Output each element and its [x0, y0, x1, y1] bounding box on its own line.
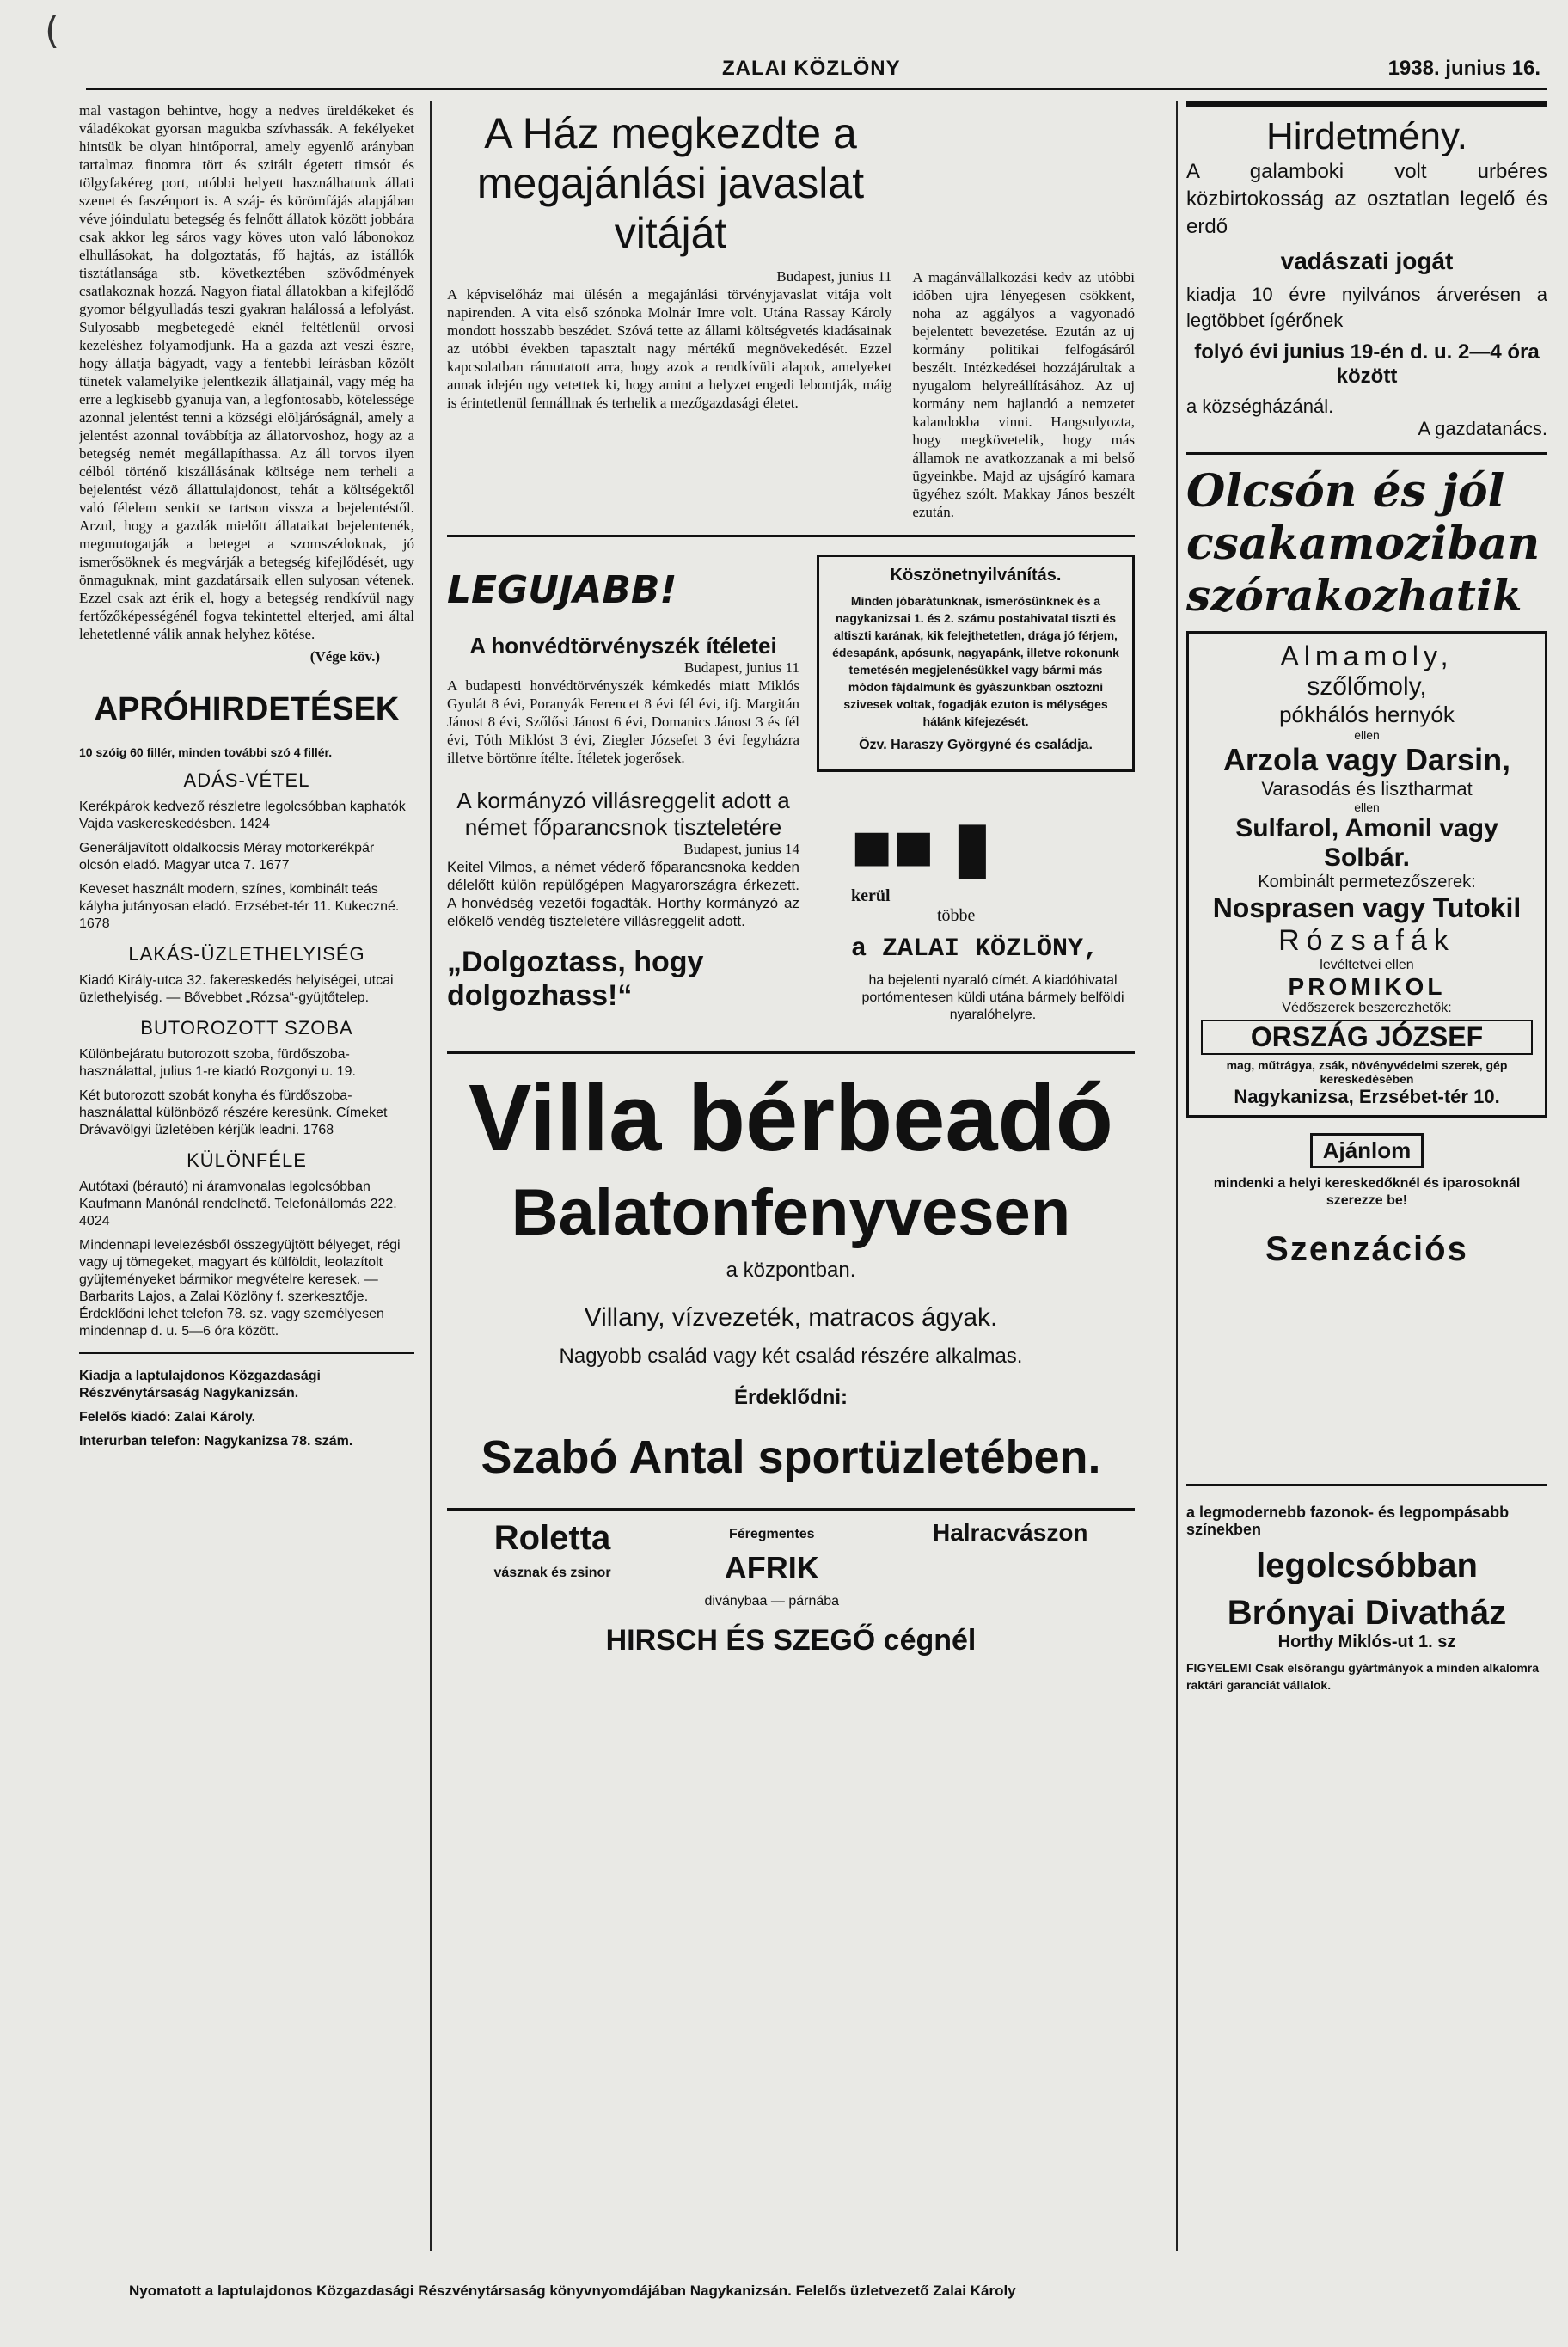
villa-features: Villany, vízvezeték, matracos ágyak.	[584, 1303, 998, 1332]
classified-ad: Különbejáratu butorozott szoba, fürdőszoba-használattal, julius 1-re kiadó Rozgonyi u. 19.	[79, 1047, 356, 1079]
main-headline: A Ház megkezdte a megajánlási javaslat vitáját	[476, 109, 865, 257]
garden-line: Arzola vagy Darsin,	[1222, 742, 1511, 777]
cinema-ad	[1186, 452, 1547, 631]
fashion-address: Horthy Miklós-ut 1. sz	[1277, 1633, 1456, 1651]
fashion-cheap: legolcsóbban	[1256, 1547, 1478, 1584]
classified-ad: Mindennapi levelezésből összegyüjtött bélyeget, régi vagy uj tömegeket, magyart és külföldit, leolazítolt gyüjteményeket bármikor megvételre keresek. — Barbarits Lajos, a Zalai Közlöny f. szerkesztője. Érdeklődni lehet telefon 78. sz. vagy személyesen mindennap d. u. 5—6 óra között.	[79, 1238, 401, 1339]
classified-ad: Kiadó Király-utca 32. fakereskedés helyiségei, utcai üzlethelyiség. — Bővebbet „Rózsa“-gyüjtőtelep.	[79, 973, 394, 1005]
section-head: KÜLÖNFÉLE	[187, 1149, 307, 1171]
villa-location: a központban.	[726, 1259, 856, 1282]
garden-address: Nagykanizsa, Erzsébet-tér 10.	[1234, 1086, 1500, 1107]
imprint	[79, 1352, 414, 1450]
article-head: A kormányzó villásreggelit adott a német főparancsnok tiszteletére	[456, 787, 790, 840]
notice-where: a községházánál.	[1186, 395, 1334, 417]
dateline: Budapest, junius 11	[684, 659, 799, 676]
garden-line: ellen	[1354, 800, 1380, 814]
garden-line: Varasodás és lisztharmat	[1261, 778, 1473, 800]
garden-line: ellen	[1354, 728, 1380, 742]
villa-enquire: Érdeklődni:	[733, 1386, 848, 1409]
garden-line: Védőszerek beszerezhetők:	[1282, 1001, 1452, 1015]
fashion-shop: Brónyai Divatház	[1227, 1594, 1507, 1632]
notice-title: Hirdetmény.	[1266, 115, 1467, 157]
to-be-continued: (Vége köv.)	[309, 648, 380, 665]
fashion-teaser: Szenzációs	[1265, 1230, 1468, 1268]
garden-line: Nosprasen vagy Tutokil	[1212, 892, 1522, 923]
thanks-signature: Özv. Haraszy Györgyné és családja.	[859, 738, 1093, 752]
issue-date: 1938. junius 16.	[1387, 57, 1540, 80]
latest-news-logo: LEGUJABB!	[447, 568, 677, 612]
main-article-text: A képviselőház mai ülésén a megajánlási törvényjavaslat vitája volt napirenden. A vita első szónoka Molnár Imre volt. Utána Rassay Károly mondott hosszabb beszédet. Szóvá tette az állami költségvetés kiadásainak az utóbbi években tapasztalt nagy mértékű megnövekedését. Ezzel kapcsolatban rámutatott arra, hogy azok a rendkívüli alapok, amelyeket annak idején ugy vetettek ki, hogy amint a helyzet engedi lebontják, máig is érintetlenül fennállnak és terhelik a mezőgazdasági életet.	[447, 286, 892, 411]
garden-line: szőlőmoly,	[1307, 672, 1427, 701]
classifieds-title: APRÓHIRDETÉSEK	[94, 691, 400, 727]
notice-text: A galamboki volt urbéres közbirtokosság az osztatlan legelő és erdő	[1186, 160, 1547, 238]
garden-line: Almamoly,	[1280, 640, 1454, 671]
garden-line: PROMIKOL	[1288, 973, 1446, 1000]
classifieds-rates: 10 szóig 60 fillér, minden további szó 4 fillér.	[79, 745, 333, 759]
corner-mark: (	[45, 9, 60, 52]
classified-ad: Keveset használt modern, színes, kombinált teás kályha jutányosan eladó. Erzsébet-tér 11. Kukeczné. 1678	[79, 882, 400, 931]
fashion-note: FIGYELEM! Csak elsőrangu gyártmányok a minden alkalomra raktári garanciát vállalok.	[1186, 1661, 1540, 1692]
slogan: „Dolgoztass, hogy dolgozhass!“	[447, 946, 704, 1012]
villa-ad	[447, 1051, 1135, 1487]
article-text: A budapesti honvédtörvényszék kémkedés miatt Miklós Gyulát 8 évi, Poranyák Ferencet 8 évi fél évi, ifj. Margitán Jánost 8 évi, Szőlősi Jánost 6 évi, Domanics Jánost 3 és fél évi, Tóth Miklóst 3 évi, Ziegler Józsefet 3 évi fegyházra illetve börtönre ítélte. Ítéletek jogerősek.	[447, 677, 799, 766]
fashion-text: a legmodernebb fazonok- és legpompásabb színekben	[1186, 1504, 1510, 1538]
printer-footer: Nyomatott a laptulajdonos Közgazdasági Részvénytársaság könyvnyomdájában Nagykanizsán. Felelős üzletvezető Zalai Károly	[129, 2283, 1016, 2299]
zk-text: ha bejelenti nyaraló címét. A kiadóhivatal portómentesen küldi utána bármely belföldi nyaralóhelyre.	[861, 973, 1124, 1022]
zalai-kozlony-ad: ■■ ▮ kerül többe a ZALAI KÖZLÖNY, ha bejelenti nyaraló címét. A kiadóhivatal portómentesen küldi utána bármely belföldi nyaralóhelyre.	[851, 806, 1135, 1024]
garden-chemicals-ad	[1186, 631, 1547, 1118]
imprint-line: Kiadja a laptulajdonos Közgazdasági Részvénytársaság Nagykanizsán.	[79, 1369, 321, 1400]
article-continuation: mal vastagon behintve, hogy a nedves üreldékeket és váladékokat gyorsan magukba szívhassák. A fekélyeket hintsük be olyan hintőporral, amely egyenlő arányban tartalmaz finomra tört és szitált égetett timsót és tölgyfakéreg port, utóbbi helyett használhatunk állati szenet és faszénport is. A száj- és körömfájás alapjában véve jóindulatu betegség és felnőtt állatok között jobbára csak akkor leg sáros vagy köves uton való lábonokoz elhullásokat, ha dolgoztatás, fő hajtás, az istállók tisztátlansága stb. következtében szövődmények csatlakoznak hozzá. Nagyon fiatal állatokban a kifejlődő gyomor bélgyulladás teszi gyakran halálossá a lefolyást. Sulyosabb megbetegedé eknél feltétlenül orvosi kezeléshez folyamodjunk. Ha a gazda azt veszi észre, hogy állatja bágyadt, vagy a fentebbi leírásban közölt tünetek valamelyike jelentkezik állatjainál, vagy még ha erre a legkisebb gyanuja van, a legfontosabb, kötelessége azonnal jelentést tenni a községi elöljáróságnál, amely a jelentést azonnal továbbítja az állatorvoshoz, hogy az a betegség nemét megállapíthassa. Az áll torvos ilyen célból történő kiszállásának költsége nem terheli a bejelentést vézö állattulajdonost, tehát a költségektől való félelem senkit se tartson vissza a bejelentéstől. Arzul, hogy a gazdák mielőtt állataikat bejelentenék, megmutogatják a beteget a szomszédoknak, jó ismerősöknek és megvárják a betegség kifejlődését, ugy önmaguknak, mint gazdatársaik ellen sulyosan vétenek. Ezzel csak azt érik el, hogy a betegség rendkívül nagy fertőzőképességénél fogva tekintettel elterjed, ami által lehetetlenné válik annak helyhez kötése.	[79, 102, 414, 642]
shop-item: Roletta	[493, 1519, 611, 1557]
notice-text-2: kiadja 10 évre nyilvános árverésen a legtöbbet ígérőnek	[1186, 284, 1547, 331]
classified-ad: Két butorozott szobát konyha és fürdőszoba-használattal különböző részére keresünk. Címeket Drávavölgyi üzletében kérjük leadni. 1768	[79, 1088, 388, 1137]
garden-shop: ORSZÁG JÓZSEF	[1201, 1020, 1533, 1055]
zk-tobbe: többe	[937, 906, 976, 925]
section-head: BUTOROZOTT SZOBA	[140, 1017, 353, 1039]
notice-signature: A gazdatanács.	[1418, 418, 1547, 439]
right-column	[1186, 101, 1547, 2251]
garden-shop-desc: mag, műtrágya, zsák, növényvédelmi szerek, gép kereskedésében	[1226, 1058, 1508, 1086]
garden-line: levéltetvei ellen	[1320, 958, 1414, 972]
shop-item: Halracvászon	[932, 1519, 1088, 1546]
section-head: LAKÁS-ÜZLETHELYISÉG	[128, 943, 365, 965]
thanks-title: Köszönetnyilvánítás.	[890, 566, 1062, 585]
garden-line: Kombinált permetezőszerek:	[1258, 873, 1476, 892]
public-notice	[1186, 101, 1547, 440]
zk-name: a ZALAI KÖZLÖNY,	[851, 935, 1099, 964]
thanks-notice	[817, 555, 1135, 772]
page-header	[86, 57, 1547, 86]
article-head: A honvédtörvényszék ítéletei	[469, 633, 777, 659]
garden-line: Rózsafák	[1278, 924, 1455, 957]
shop-item-sub: Féregmentes	[728, 1527, 815, 1541]
garden-line: Sulfarol, Amonil vagy Solbár.	[1235, 814, 1498, 872]
local-shopping-ad	[1186, 1133, 1547, 1210]
section-head: ADÁS-VÉTEL	[183, 769, 310, 791]
shop-item-sub: diványbaa — párnába	[704, 1594, 840, 1609]
imprint-line: Felelős kiadó: Zalai Károly.	[79, 1410, 256, 1425]
column-divider-1	[430, 101, 432, 2251]
villa-contact: Szabó Antal sportüzletében.	[481, 1431, 1101, 1483]
villa-suitability: Nagyobb család vagy két család részére alkalmas.	[559, 1345, 1023, 1368]
zk-kerul: kerül	[851, 886, 891, 905]
cinema-line: Olcsón és jól	[1186, 465, 1505, 518]
villa-place: Balatonfenyvesen	[511, 1176, 1071, 1249]
classified-ad: Generáljavított oldalkocsis Méray motorkerékpár olcsón eladó. Magyar utca 7. 1677	[79, 841, 375, 873]
notice-when: folyó évi junius 19-én d. u. 2—4 óra között	[1194, 340, 1540, 388]
main-article-text-2: A magánvállalkozási kedv az utóbbi időben ujra lényegesen csökkent, noha az aggályos a vagyonadó bejelentett bevezetése. Ezután az uj kormány politikai felfogásáról beszélt. Intézkedései hozzájárultak a nyugalom helyreállításához. Az uj kormány nem hajlandó a nemzetet kalandokba vinni. Hangsulyozta, hogy megkövetelik, hogy más államok ne avatkozzanak a mi belső ügyeinkbe. Majd az ujságíró kamara ügyéhez szólt. Makkay János beszélt ezután.	[912, 269, 1135, 520]
dateline: Budapest, junius 14	[683, 841, 799, 857]
notice-hunting-rights: vadászati jogát	[1280, 248, 1454, 274]
paper-name: ZALAI KÖZLÖNY	[722, 57, 901, 80]
villa-title: Villa bérbeadó	[469, 1065, 1113, 1171]
banner-text: mindenki a helyi kereskedőknél és iparosoknál szerezze be!	[1213, 1176, 1521, 1208]
shop-item-sub: vásznak és zsinor	[493, 1566, 611, 1580]
column-divider-2	[1176, 101, 1178, 2251]
imprint-line: Interurban telefon: Nagykanizsa 78. szám.	[79, 1434, 353, 1449]
classified-ad: Kerékpárok kedvező részletre legolcsóbban kaphatók Vajda vaskereskedésben. 1424	[79, 800, 406, 831]
hirsch-szego-ad	[447, 1508, 1135, 1617]
left-column	[79, 101, 414, 2251]
dateline: Budapest, junius 11	[776, 268, 892, 285]
cinema-line: szórakozhatik	[1186, 570, 1522, 621]
header-rule	[86, 88, 1547, 90]
article-text: Keitel Vilmos, a német véderő főparancsnoka kedden délelőtt külön repülőgépen Magyarországra érkezett. A honvédség vezetői fogadták. Horthy kormányzó az előkelő vendég tiszteletére villásreggelit adott.	[447, 859, 799, 929]
shop-name: HIRSCH ÉS SZEGŐ cégnél	[605, 1624, 977, 1657]
classified-ad: Autótaxi (bérautó) ni áramvonalas legolcsóbban Kaufmann Manónál rendelhető. Telefonállomás 222. 4024	[79, 1180, 397, 1229]
banner: Ajánlom	[1310, 1133, 1424, 1168]
center-column	[447, 101, 1169, 2251]
shop-item: AFRIK	[724, 1550, 819, 1585]
thanks-text: Minden jóbarátunknak, ismerősünknek és a nagykanizsai 1. és 2. számu postahivatal tiszti és altiszti karának, kik felejthetetlen, drága jó férjem, édesapánk, apósunk, nagyapánk, illetve rokonunk temetésén megjelenésükkel vagy bármi más módon fájdalmunk és gyászunkban osztozni szivesek voltak, fogadják ezuton is mélységes hálánk kifejezését.	[832, 594, 1119, 728]
garden-line: pókhálós hernyók	[1279, 702, 1455, 727]
fashion-ad	[1186, 1484, 1547, 1694]
cinema-line: csakamoziban	[1186, 518, 1540, 570]
